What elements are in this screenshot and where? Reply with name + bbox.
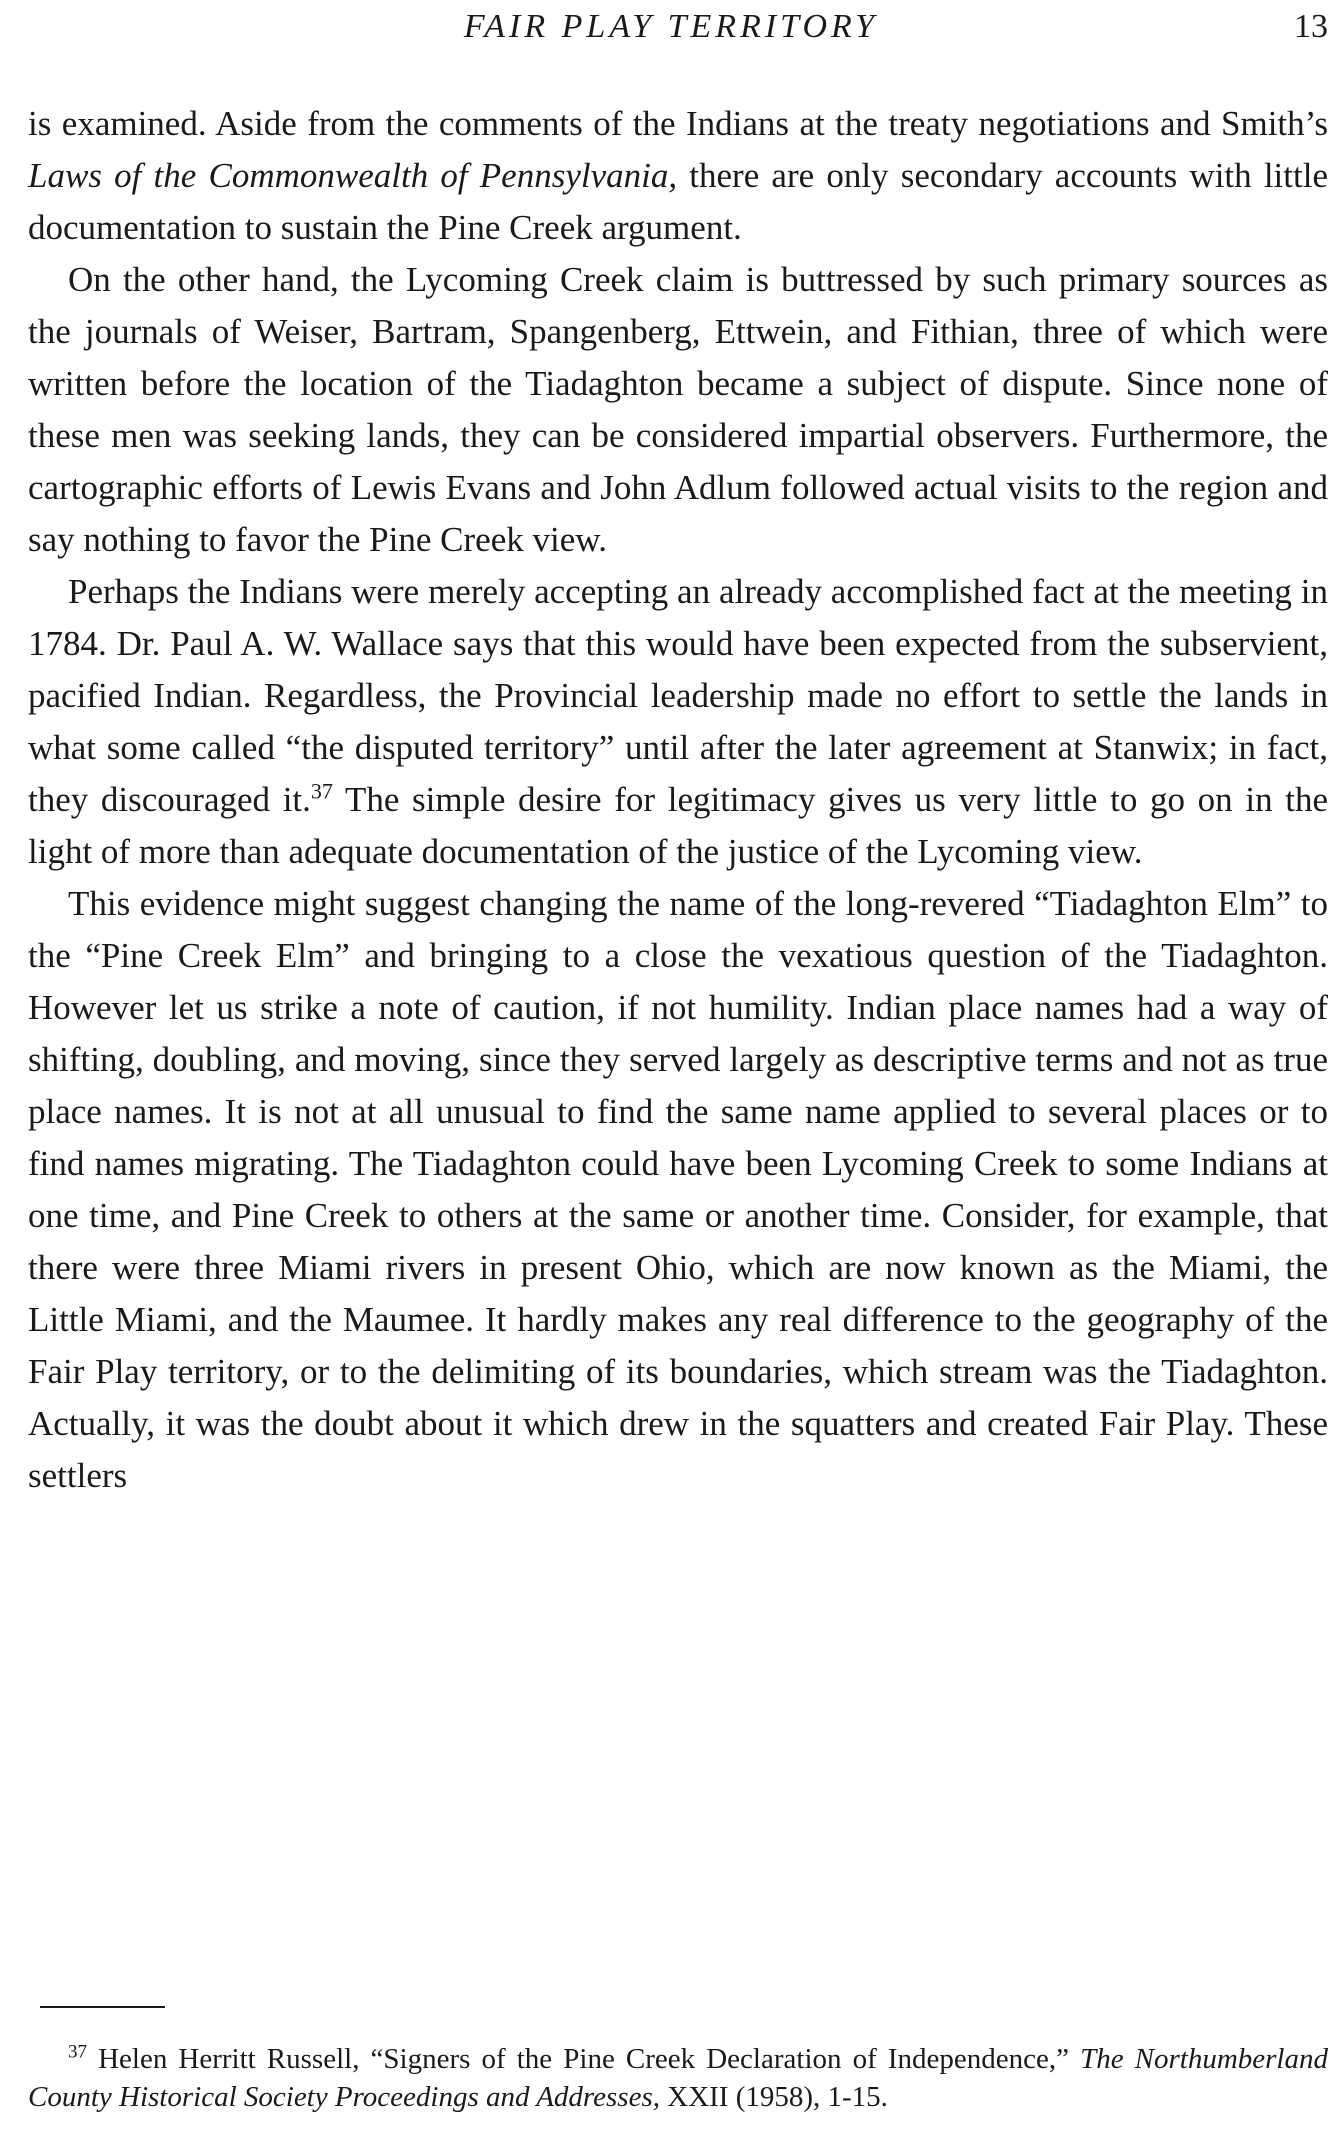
footnote-text: Helen Herritt Russell, “Signers of the Pine Creek Declaration of Independence,” [87, 2043, 1081, 2075]
paragraph-2: On the other hand, the Lycoming Creek claim is buttressed by such primary sources as the journals of Weiser, Bartram, Spangenberg, Ettwein, and Fithian, three of which were written before the location of the Tiadaghton became a subject of dispute. Since none of these men was seeking lands, they can be considered impartial observers. Furthermore, the cartographic efforts of Lewis Evans and John Adlum followed actual visits to the region and say nothing to favor the Pine Creek view. [28, 260, 1328, 559]
page-header [0, 0, 1342, 60]
paragraph-3-end: The simple desire for legitimacy gives us very little to go on in the light of more than adequate documentation of the justice of the Lycoming view. [28, 780, 1328, 871]
paragraph-3-text: Perhaps the Indians were merely accepting an already accomplished fact at the meeting in 1784. Dr. Paul A. W. Wallace says that this would have been expected from the subservient, pacified Indian. Regardless, the Provincial leadership made no effort to settle the lands in what some called “the disputed territory” until after the later agreement at Stanwix; in fact, they discouraged it. [28, 572, 1328, 819]
footnote-text-end: XXII (1958), 1-15. [660, 2081, 888, 2113]
paragraph-3 [28, 566, 1328, 878]
paragraph-4: This evidence might suggest changing the name of the long-revered “Tiadaghton Elm” to the “Pine Creek Elm” and bringing to a close the vexatious question of the Tiadaghton. However let us strike a note of caution, if not humility. Indian place names had a way of shifting, doubling, and moving, since they served largely as descriptive terms and not as true place names. It is not at all unusual to find the same name applied to several places or to find names migrating. The Tiadaghton could have been Lycoming Creek to some Indians at one time, and Pine Creek to others at the same or another time. Consider, for example, that there were three Miami rivers in present Ohio, which are now known as the Miami, the Little Miami, and the Maumee. It hardly makes any real difference to the geography of the Fair Play territory, or to the delimiting of its boundaries, which stream was the Tiadaghton. Actually, it was the doubt about it which drew in the squatters and created Fair Play. These settlers [28, 884, 1328, 1495]
footnote-publication: The Northumberland County Historical Society Proceedings and Addresses, [28, 2043, 1328, 2113]
footnote-divider [40, 2006, 165, 2008]
footnote [28, 2040, 1328, 2116]
body-text [28, 98, 1328, 1502]
paragraph-1 [28, 98, 1328, 254]
footnote-reference: 37 [310, 778, 333, 804]
running-head: FAIR PLAY TERRITORY [463, 8, 879, 45]
book-title: Laws of the Commonwealth of Pennsylvania, [28, 156, 678, 195]
paragraph-1-end: there are only secondary accounts with little documentation to sustain the Pine Creek argument. [28, 156, 1328, 247]
paragraph-1-text: is examined. Aside from the comments of the Indians at the treaty negotiations and Smith’s [28, 104, 1328, 143]
page-number: 13 [1294, 8, 1328, 45]
footnote-number: 37 [68, 2041, 87, 2063]
